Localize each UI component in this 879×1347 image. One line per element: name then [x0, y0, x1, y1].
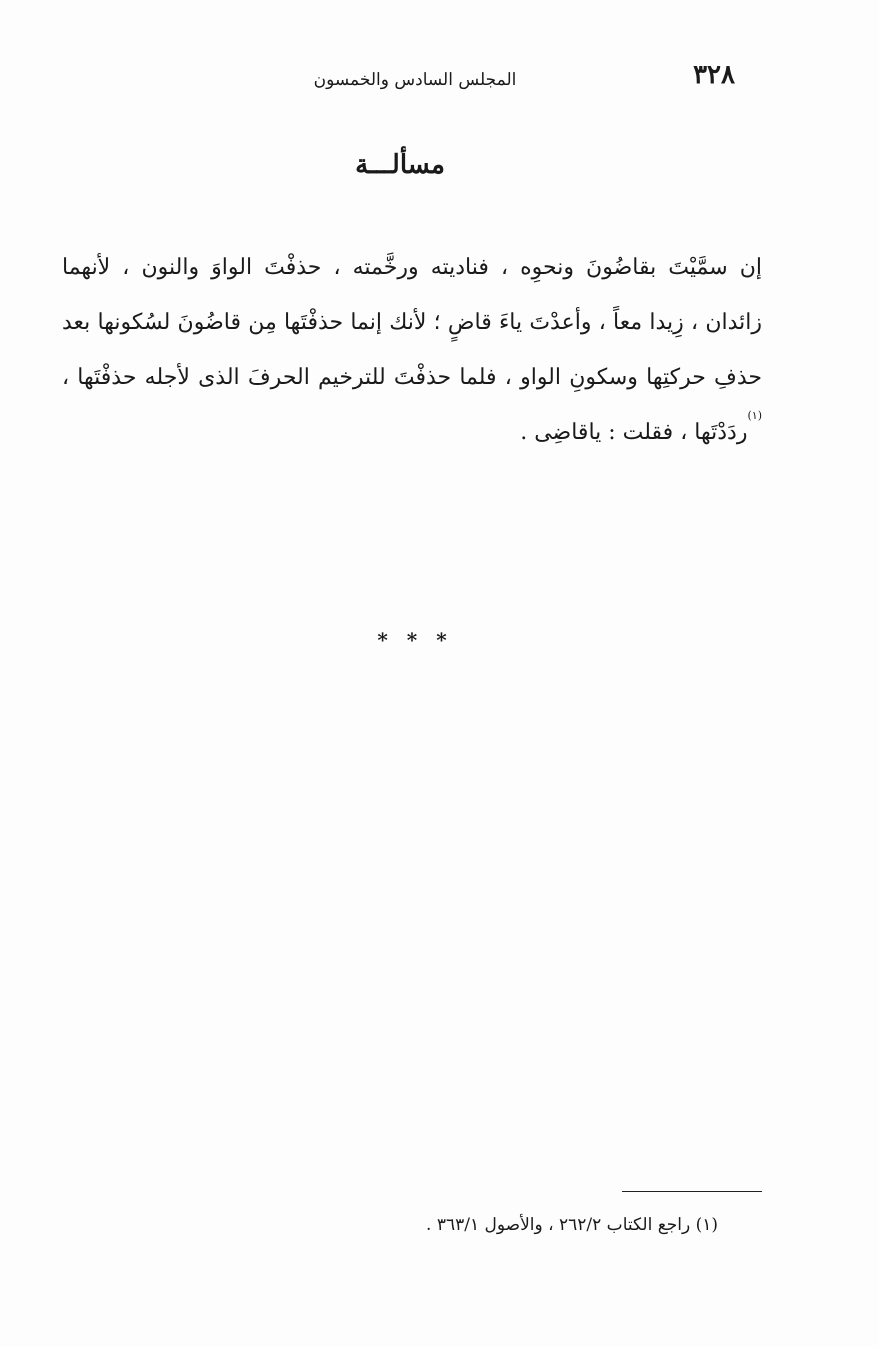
body-line-4-text: ردَدْتَها ، فقلت : ياقاضِى . — [520, 420, 748, 445]
page-number: ٣٢٨ — [693, 60, 735, 90]
section-separator: * * * — [377, 628, 453, 652]
body-line-3: حذفِ حركتِها وسكونِ الواو ، فلما حذفْتَ للترخيم الحرفَ الذى لأجله حذفْتَها ، — [62, 365, 762, 390]
body-line-4 — [520, 409, 762, 445]
footnote-1: (١) راجع الكتاب ٢٦٢/٢ ، والأصول ٣٦٣/١ . — [426, 1215, 718, 1235]
running-header-title: المجلس السادس والخمسون — [313, 70, 517, 90]
body-paragraph — [62, 240, 762, 460]
footnote-reference-marker: (١) — [747, 409, 762, 422]
footnote-divider — [622, 1191, 762, 1192]
body-line-2: زائدان ، زِيدا معاً ، وأعدْتَ ياءَ قاضٍ ؛ لأنك إنما حذفْتَها مِن قاضُونَ لسُكونها بعد — [62, 310, 762, 335]
section-title: مسألـــة — [355, 150, 445, 180]
body-line-1: إن سمَّيْتَ بقاضُونَ ونحوِه ، فناديته ورخَّمته ، حذفْتَ الواوَ والنون ، لأنهما — [62, 255, 762, 280]
